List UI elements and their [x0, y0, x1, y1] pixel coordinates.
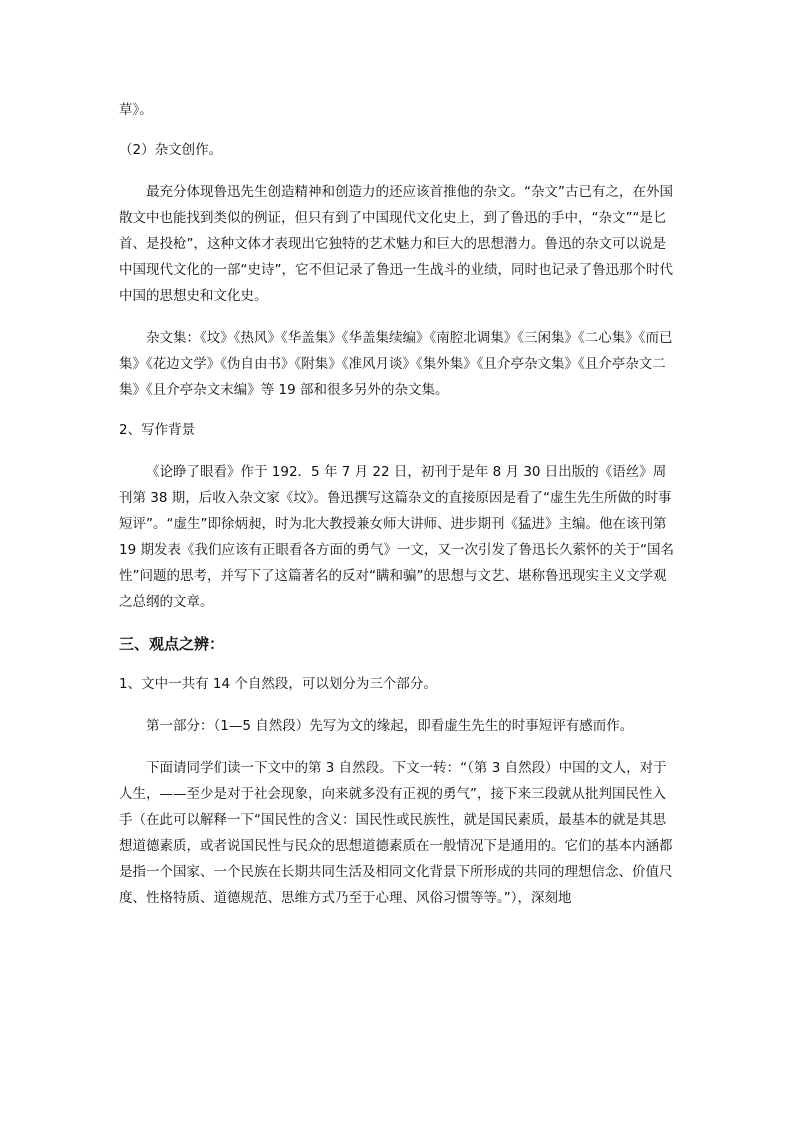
subsection-title-background: 2、写作背景: [119, 422, 196, 438]
paragraph-background: 《论睁了眼看》作于 192．5 年 7 月 22 日，初刊于是年 8 月 30 日出版的《语丝》周刊第 38 期，后收入杂文家《坟》。鲁迅撰写这篇杂文的直接原因是看了“虚生先生所做的时事短评”。“虚生”即徐炳昶，时为北大教授兼女师大讲师、进步期刊《猛进》主编。他在该刊第 19 期发表《我们应该有正眼看各方面的勇气》一文，又一次引发了鲁迅长久萦怀的关于“国名性”问题的思考，并写下了这篇著名的反对“瞒和骗”的思想与文艺、堪称鲁迅现实主义文学观之总纲的文章。: [119, 464, 674, 610]
subsection-title-essay-writing: （2）杂文创作。: [119, 142, 223, 158]
paragraph-reading-analysis: 下面请同学们读一下文中的第 3 自然段。下文一转：“（第 3 自然段）中国的文人，对于人生，——至少是对于社会现象，向来就多没有正视的勇气”，接下来三段就从批判国民性入手（在此可以解释一下“国民性的含义：国民性或民族性，就是国民素质，最基本的就是其思想道德素质，或者说国民性与民众的思想道德素质在一般情况下是通用的。它们的基本内涵都是指一个国家、一个民族在长期共同生活及相同文化背景下所形成的共同的理想信念、价值尺度、性格特质、道德规范、思维方式乃至于心理、风俗习惯等等。”），深刻地: [119, 760, 673, 906]
paragraph-essay-creativity: 最充分体现鲁迅先生创造精神和创造力的还应该首推他的杂文。“杂文”古已有之，在外国散文中也能找到类似的例证，但只有到了中国现代文化史上，到了鲁迅的手中，“杂文”“是匕首、是投枪”，这种文体才表现出它独特的艺术魅力和巨大的思想潜力。鲁迅的杂文可以说是中国现代文化的一部“史诗”，它不但记录了鲁迅一生战斗的业绩，同时也记录了鲁迅那个时代中国的思想史和文化史。: [119, 184, 673, 304]
paragraph-part-one: 第一部分：（1—5 自然段）先写为文的缘起，即看虚生先生的时事短评有感而作。: [146, 718, 634, 734]
paragraph-continuation: 草》。: [119, 102, 153, 118]
paragraph-structure-summary: 1、文中一共有 14 个自然段，可以划分为三个部分。: [119, 676, 437, 692]
paragraph-essay-collections: 杂文集：《坟》《热风》《华盖集》《华盖集续编》《南腔北调集》《三闲集》《二心集》《而已集》《花边文学》《伪自由书》《附集》《准风月谈》《集外集》《且介亭杂文集》《且介亭杂文二集》《且介亭杂文末编》等 19 部和很多另外的杂文集。: [119, 330, 673, 398]
document-body: [119, 97, 675, 911]
section-heading-viewpoints: 三、观点之辨：: [119, 635, 225, 653]
